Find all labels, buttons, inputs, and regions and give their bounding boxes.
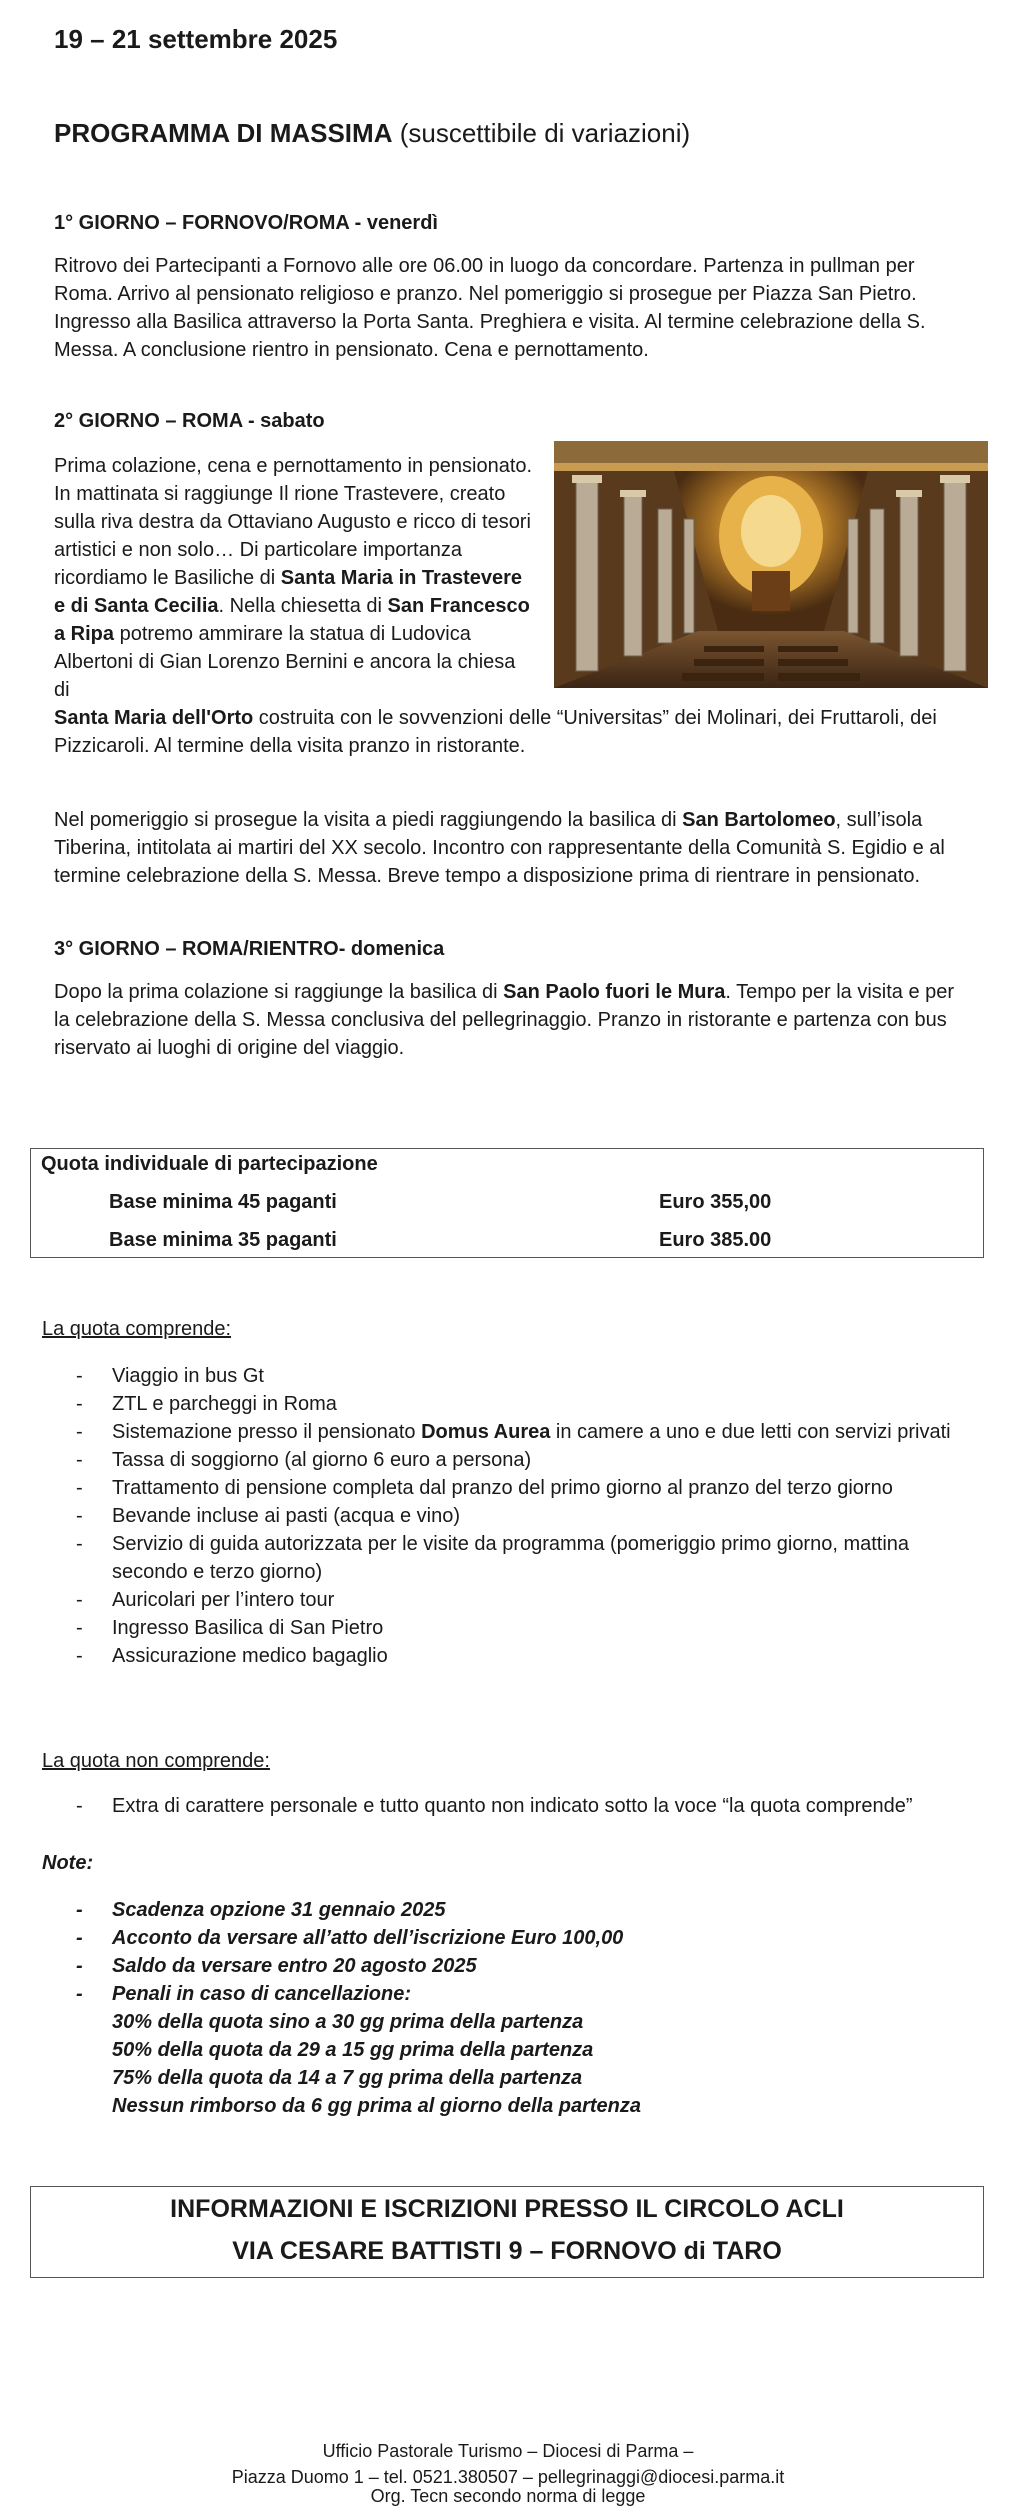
day2-heading: 2° GIORNO – ROMA - sabato [54,410,325,432]
day2-chiesetta: . Nella chiesetta di [218,595,382,617]
day2-afternoon [54,806,970,890]
list-item: - ZTL e parcheggi in Roma [42,1390,972,1418]
santa-maria-trastevere: Santa Maria in Trastevere e di Santa Cecilia [54,567,522,617]
program-title-note: (suscettibile di variazioni) [399,118,691,148]
quota-box [30,1148,984,1258]
list-item-text: Sistemazione presso il pensionato [112,1421,416,1443]
san-paolo: San Paolo fuori le Mura [503,981,726,1003]
day3-text [54,978,970,1062]
basilica-interior-photo [554,441,988,688]
penale-line: Nessun rimborso da 6 gg prima al giorno della partenza [112,2095,642,2117]
list-item: - Acconto da versare all’atto dell’iscrizione Euro 100,00 [42,1924,972,1952]
domus-aurea: Domus Aurea [421,1421,551,1443]
list-item-text: in camere a uno e due letti con servizi privati [550,1421,951,1443]
note-heading: Note: [42,1852,94,1874]
day2-afternoon-1: Nel pomeriggio si prosegue la visita a piedi raggiungendo la basilica di [54,809,677,831]
info-box [30,2186,984,2278]
comprende-list [42,1362,972,1670]
santa-maria-orto: Santa Maria dell'Orto [54,707,254,729]
trip-dates: 19 – 21 settembre 2025 [54,24,338,54]
day3-heading: 3° GIORNO – ROMA/RIENTRO- domenica [54,938,445,960]
footer-contact: Piazza Duomo 1 – tel. 0521.380507 – pellegrinaggi@diocesi.parma.it [231,2467,785,2487]
list-item: - Servizio di guida autorizzata per le visite da programma (pomeriggio primo giorno, mattina secondo e terzo giorno) [42,1530,972,1586]
day3-text-1: Dopo la prima colazione si raggiunge la basilica di [54,981,498,1003]
day2-afternoon-2: , sull’isola Tiberina, intitolata ai martiri del XX secolo. Incontro con rappresentante della Comunità S. Egidio e al termine celebrazione della S. Messa. Breve tempo a disposizione prima di rientrare in pensionato. [54,809,945,887]
san-bartolomeo: San Bartolomeo [682,809,836,831]
list-item: - Bevande incluse ai pasti (acqua e vino) [42,1502,972,1530]
list-item: - Saldo da versare entro 20 agosto 2025 [42,1952,972,1980]
penale-line: 50% della quota da 29 a 15 gg prima della partenza [112,2039,594,2061]
list-item: - Assicurazione medico bagaglio [42,1642,972,1670]
day2-orto-block [54,704,970,760]
info-line-2: VIA CESARE BATTISTI 9 – FORNOVO di TARO [232,2237,782,2265]
day1-heading: 1° GIORNO – FORNOVO/ROMA - venerdì [54,212,438,234]
day1-text: Ritrovo dei Partecipanti a Fornovo alle ore 06.00 in luogo da concordare. Partenza in pullman per Roma. Arrivo al pensionato religioso e pranzo. Nel pomeriggio si prosegue per Piazza San Pietro. Ingresso alla Basilica attraverso la Porta Santa. Preghiera e visita. Al termine celebrazione della S. Messa. A conclusione rientro in pensionato. Cena e pernottamento. [54,255,926,361]
non-comprende-list [42,1792,972,1820]
list-item: - Viaggio in bus Gt [42,1362,972,1390]
list-item: - Scadenza opzione 31 gennaio 2025 [42,1896,972,1924]
list-item: - Extra di carattere personale e tutto quanto non indicato sotto la voce “la quota comprende” [42,1792,972,1820]
quota-row-label: Base minima 45 paganti [109,1191,337,1213]
penale-line: 30% della quota sino a 30 gg prima della partenza [112,2011,584,2033]
comprende-heading: La quota comprende: [42,1318,232,1340]
list-item: - Trattamento di pensione completa dal pranzo del primo giorno al pranzo del terzo giorno [42,1474,972,1502]
info-line-1: INFORMAZIONI E ISCRIZIONI PRESSO IL CIRCOLO ACLI [170,2195,844,2223]
penali-heading: - Penali in caso di cancellazione: [112,1983,411,2005]
program-title [54,118,690,149]
day2-universitas: costruita con le sovvenzioni delle “Universitas” dei Molinari, dei Fruttaroli, dei Pizzicaroli. Al termine della visita pranzo in ristorante. [54,707,937,757]
program-title-bold: PROGRAMMA DI MASSIMA [54,118,393,148]
footer-office: Ufficio Pastorale Turismo – Diocesi di Parma – [322,2441,694,2461]
footer-legal: Org. Tecn secondo norma di legge [370,2486,646,2506]
quota-title: Quota individuale di partecipazione [41,1153,378,1175]
non-comprende-heading: La quota non comprende: [42,1750,270,1772]
quota-row-label: Base minima 35 paganti [109,1229,337,1251]
list-item: - Ingresso Basilica di San Pietro [42,1614,972,1642]
day2-statue: potremo ammirare la statua di Ludovica Albertoni di Gian Lorenzo Bernini e ancora la chiesa di [54,623,516,701]
list-item [42,1418,972,1446]
penale-line: 75% della quota da 14 a 7 gg prima della partenza [112,2067,583,2089]
list-item: - Tassa di soggiorno (al giorno 6 euro a persona) [42,1446,972,1474]
list-item [42,1980,972,2120]
day2-intro: Prima colazione, cena e pernottamento in pensionato. In mattinata si raggiunge Il rione Trastevere, creato sulla riva destra da Ottaviano Augusto e ricco di tesori artistici e non solo… Di particolare importanza ricordiamo le Basiliche di [54,455,533,589]
day2-intro-block [54,452,534,704]
san-francesco-ripa: San Francesco a Ripa [54,595,530,645]
list-item: - Auricolari per l’intero tour [42,1586,972,1614]
quota-row-price: Euro 355,00 [659,1191,772,1213]
day3-text-2: . Tempo per la visita e per la celebrazione della S. Messa conclusiva del pellegrinaggio. Pranzo in ristorante e partenza con bus riservato ai luoghi di origine del viaggio. [54,981,955,1059]
note-list [42,1896,972,2120]
quota-row-price: Euro 385.00 [659,1229,772,1251]
